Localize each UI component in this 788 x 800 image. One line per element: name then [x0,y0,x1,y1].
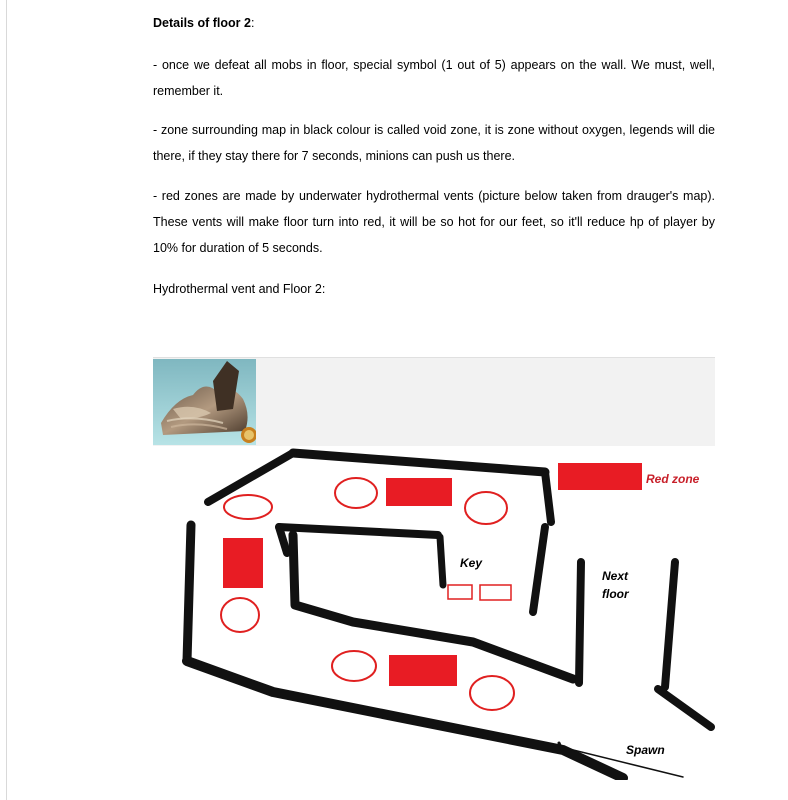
red-zone-bottom [389,655,457,686]
floor-2-map [153,357,715,780]
red-zone-label: Red zone [646,472,700,486]
red-zone-legend-swatch [558,463,642,490]
paragraph-symbol: - once we defeat all mobs in floor, special symbol (1 out of 5) appears on the wall. We must, well, remember it. [153,58,715,98]
paragraph-void-zone: - zone surrounding map in black colour is called void zone, it is zone without oxygen, legends will die there, if they stay there for 7 seconds, minions can push us there. [153,123,715,163]
heading-colon: : [250,16,255,30]
heading-text: Details of floor 2 [153,16,251,30]
section-heading [153,12,254,34]
red-zone-left [223,538,263,588]
red-zone-top [386,478,452,506]
page-left-edge [6,0,7,800]
figure-caption: Hydrothermal vent and Floor 2: [153,282,326,296]
next-floor-label-1: Next [602,569,629,583]
next-floor-label-2: floor [602,587,629,601]
paragraph-red-zones: - red zones are made by underwater hydrothermal vents (picture below taken from drauger's map). These vents will make floor turn into red, it will be so hot for our feet, so it'll reduce hp of player by 10% for duration of 5 seconds. [153,189,715,255]
floor-2-figure [153,357,715,780]
key-label: Key [460,556,483,570]
spawn-label: Spawn [626,743,665,757]
key-slots [448,585,511,600]
